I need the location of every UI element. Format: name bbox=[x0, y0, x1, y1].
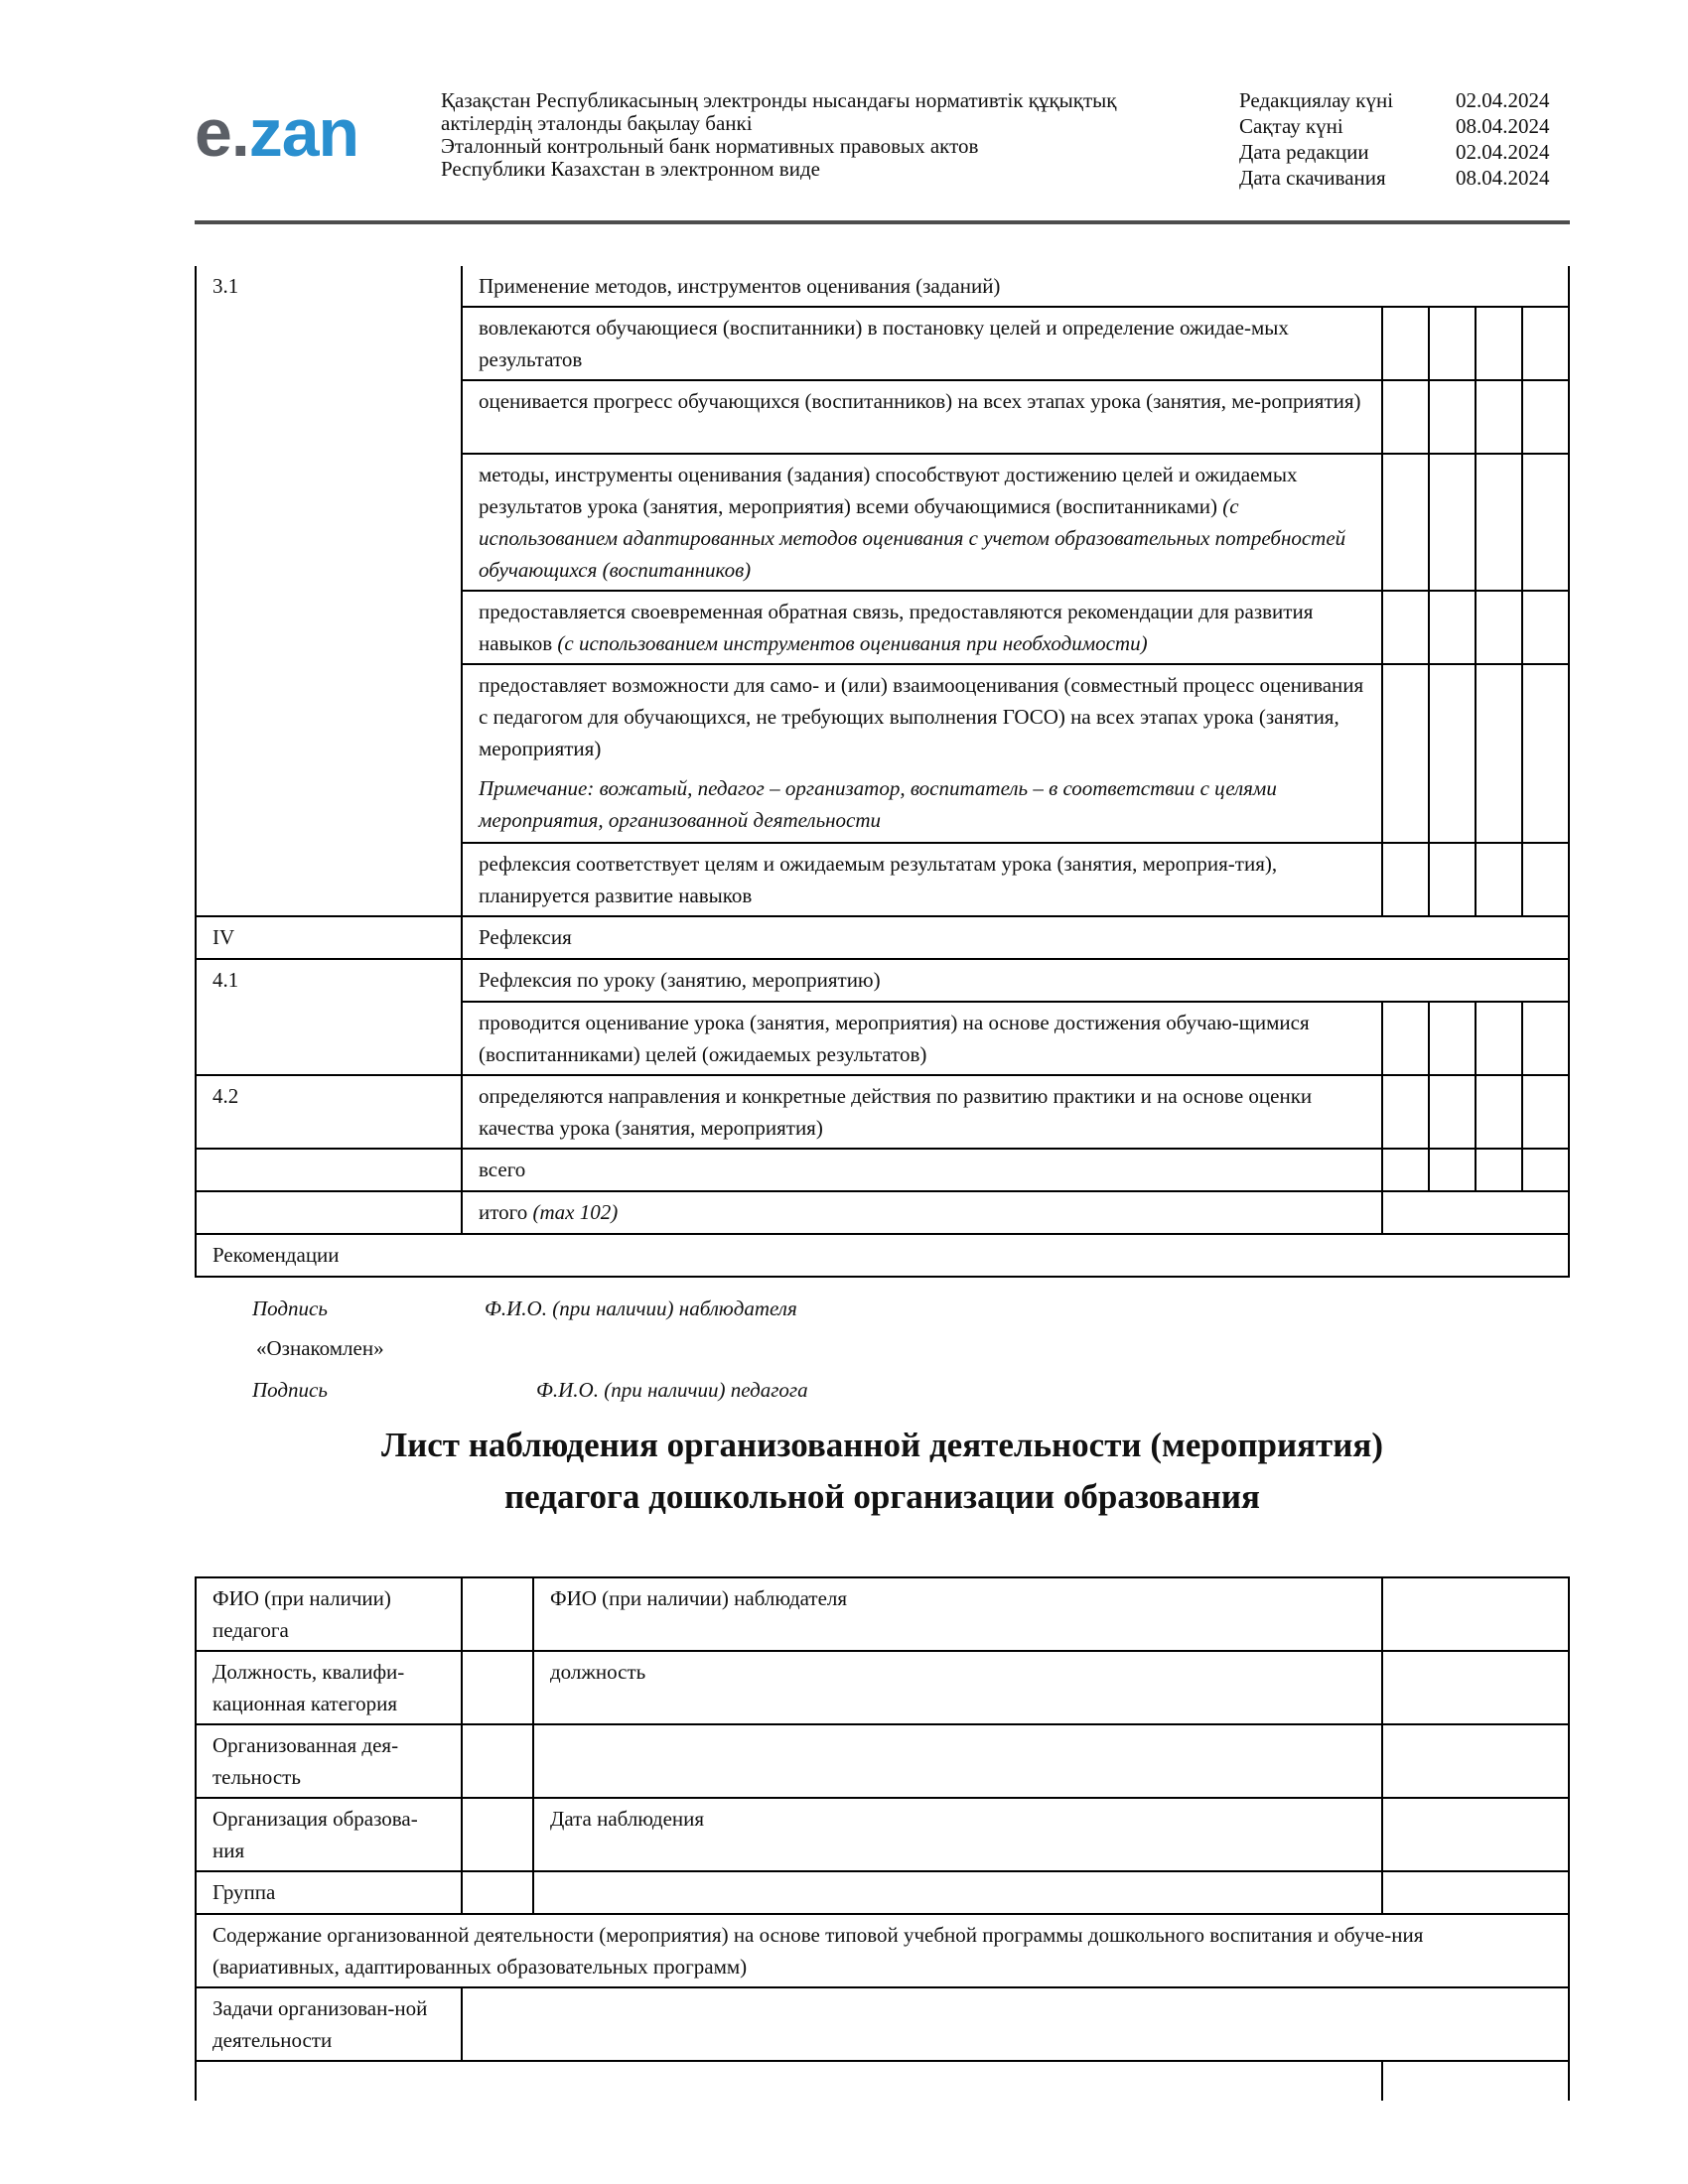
empty-cell bbox=[196, 1149, 462, 1191]
section-number: 4.1 bbox=[196, 959, 462, 1075]
field-value-cell[interactable] bbox=[196, 2061, 1382, 2101]
criterion-italic: (с использованием инструментов оценивания при необходимости) bbox=[557, 631, 1148, 655]
evaluation-table bbox=[195, 266, 1570, 1278]
field-value-cell[interactable] bbox=[1382, 1871, 1569, 1914]
criterion-plain: предоставляет возможности для само- и (или) взаимооценивания (совместный процесс оценивания с педагогом для обучающихся, не требующих выполнения ГОСО) на всех этапах урока (занятия, мероприятия) bbox=[479, 673, 1364, 760]
meta-label: Дата скачивания bbox=[1239, 166, 1386, 190]
score-cell[interactable] bbox=[1429, 843, 1476, 916]
score-cell[interactable] bbox=[1382, 380, 1429, 454]
score-cell[interactable] bbox=[1522, 307, 1569, 380]
field-label: Организованная дея-тельность bbox=[196, 1724, 462, 1798]
grand-total-label bbox=[462, 1191, 1382, 1234]
field-label: ФИО (при наличии) педагога bbox=[196, 1577, 462, 1651]
section-number: IV bbox=[196, 916, 462, 959]
field-value-cell[interactable] bbox=[1382, 1724, 1569, 1798]
section-number: 4.2 bbox=[196, 1075, 462, 1149]
teacher-name-label: Ф.И.О. (при наличии) педагога bbox=[536, 1378, 808, 1402]
score-total-cell[interactable] bbox=[1476, 1149, 1522, 1191]
score-cell[interactable] bbox=[1382, 843, 1429, 916]
field-value-cell[interactable] bbox=[462, 1724, 533, 1798]
meta-label: Сақтау күні bbox=[1239, 114, 1343, 138]
field-value-cell[interactable] bbox=[1382, 1798, 1569, 1871]
score-cell[interactable] bbox=[1476, 380, 1522, 454]
meta-value: 08.04.2024 bbox=[1456, 114, 1550, 138]
score-cell[interactable] bbox=[1382, 1002, 1429, 1075]
field-label: Задачи организован-ной деятельности bbox=[196, 1987, 462, 2061]
field-label: Должность, квалифи-кационная категория bbox=[196, 1651, 462, 1724]
score-cell[interactable] bbox=[1429, 1002, 1476, 1075]
score-total-cell[interactable] bbox=[1522, 1149, 1569, 1191]
org-line: Республики Казахстан в электронном виде bbox=[441, 157, 820, 181]
score-cell[interactable] bbox=[1522, 380, 1569, 454]
header-divider bbox=[195, 220, 1570, 224]
field-label: Организация образова-ния bbox=[196, 1798, 462, 1871]
observer-name-label: Ф.И.О. (при наличии) наблюдателя bbox=[485, 1297, 797, 1320]
score-cell[interactable] bbox=[1382, 307, 1429, 380]
org-line: актілердің эталонды бақылау банкі bbox=[441, 111, 753, 135]
sheet-title-line1: Лист наблюдения организованной деятельности (мероприятия) bbox=[380, 1426, 1384, 1464]
score-cell[interactable] bbox=[1429, 591, 1476, 664]
empty-cell bbox=[196, 1191, 462, 1234]
grand-total-text: итого bbox=[479, 1200, 528, 1224]
score-cell[interactable] bbox=[1429, 380, 1476, 454]
score-cell[interactable] bbox=[1429, 1075, 1476, 1149]
field-value-cell[interactable] bbox=[462, 1577, 533, 1651]
criterion-text bbox=[462, 664, 1382, 843]
meta-label: Дата редакции bbox=[1239, 140, 1369, 164]
field-value-cell[interactable] bbox=[1382, 1651, 1569, 1724]
acknowledged-label: «Ознакомлен» bbox=[256, 1336, 384, 1360]
field-label: должность bbox=[533, 1651, 1382, 1724]
score-cell[interactable] bbox=[1476, 307, 1522, 380]
header-org-text bbox=[441, 89, 1116, 181]
score-cell[interactable] bbox=[1382, 664, 1429, 843]
grand-total-cell[interactable] bbox=[1382, 1191, 1569, 1234]
field-value-cell[interactable] bbox=[533, 1871, 1382, 1914]
score-cell[interactable] bbox=[1522, 843, 1569, 916]
score-total-cell[interactable] bbox=[1429, 1149, 1476, 1191]
field-value-cell[interactable] bbox=[533, 1724, 1382, 1798]
score-cell[interactable] bbox=[1382, 591, 1429, 664]
criterion-italic: (с использованием адаптированных методов оценивания с учетом образовательных потребностей обучающихся (воспитанников) bbox=[479, 494, 1346, 582]
signature-label: Подпись bbox=[252, 1378, 328, 1402]
meta-value: 02.04.2024 bbox=[1456, 88, 1550, 112]
signature-label: Подпись bbox=[252, 1297, 328, 1320]
field-value-cell[interactable] bbox=[1382, 2061, 1569, 2101]
sheet-title-line2: педагога дошкольной организации образования bbox=[504, 1477, 1260, 1516]
field-value-cell[interactable] bbox=[462, 1651, 533, 1724]
field-value-cell[interactable] bbox=[462, 1798, 533, 1871]
meta-label: Редакциялау күні bbox=[1239, 88, 1394, 112]
score-cell[interactable] bbox=[1476, 843, 1522, 916]
section-title: Применение методов, инструментов оценивания (заданий) bbox=[462, 266, 1569, 307]
header-dates bbox=[1239, 87, 1550, 191]
field-value-cell[interactable] bbox=[1382, 1577, 1569, 1651]
score-cell[interactable] bbox=[1429, 454, 1476, 591]
criterion-text: оценивается прогресс обучающихся (воспитанников) на всех этапах урока (занятия, ме-роприятия) bbox=[462, 380, 1382, 454]
criterion-text: определяются направления и конкретные действия по развитию практики и на основе оценки качества урока (занятия, мероприятия) bbox=[462, 1075, 1382, 1149]
recommendations-label: Рекомендации bbox=[196, 1234, 1569, 1277]
field-value-cell[interactable] bbox=[462, 1987, 1569, 2061]
score-cell[interactable] bbox=[1476, 1002, 1522, 1075]
total-label: всего bbox=[462, 1149, 1382, 1191]
content-label: Содержание организованной деятельности (мероприятия) на основе типовой учебной программы дошкольного воспитания и обуче-ния (вариативных, адаптированных образовательных программ) bbox=[196, 1914, 1569, 1987]
criterion-plain: методы, инструменты оценивания (задания) способствуют достижению целей и ожидаемых результатов урока (занятия, мероприятия) всеми обучающимися (воспитанниками) bbox=[479, 463, 1298, 518]
criterion-plain: предоставляется своевременная обратная связь, предоставляются рекомендации для развития навыков bbox=[479, 600, 1314, 655]
score-cell[interactable] bbox=[1522, 591, 1569, 664]
section-number: 3.1 bbox=[196, 266, 462, 916]
criterion-note: Примечание: вожатый, педагог – организатор, воспитатель – в соответствии с целями мероприятия, организованной деятельности bbox=[479, 776, 1277, 832]
score-cell[interactable] bbox=[1476, 454, 1522, 591]
grand-total-max: (max 102) bbox=[532, 1200, 619, 1224]
ezan-logo: e.zan bbox=[195, 95, 359, 171]
field-label: Группа bbox=[196, 1871, 462, 1914]
criterion-text bbox=[462, 591, 1382, 664]
score-cell[interactable] bbox=[1522, 664, 1569, 843]
score-cell[interactable] bbox=[1382, 1075, 1429, 1149]
criterion-text: проводится оценивание урока (занятия, мероприятия) на основе достижения обучаю-щимися (воспитанниками) целей (ожидаемых результатов) bbox=[462, 1002, 1382, 1075]
meta-value: 02.04.2024 bbox=[1456, 140, 1550, 164]
criterion-text bbox=[462, 454, 1382, 591]
field-value-cell[interactable] bbox=[462, 1871, 533, 1914]
org-line: Қазақстан Республикасының электронды нысандағы нормативтік құқықтық bbox=[441, 88, 1117, 112]
score-cell[interactable] bbox=[1522, 1002, 1569, 1075]
criterion-text: рефлексия соответствует целям и ожидаемым результатам урока (занятия, мероприя-тия), планируется развитие навыков bbox=[462, 843, 1382, 916]
meta-value: 08.04.2024 bbox=[1456, 166, 1550, 190]
observation-form-table bbox=[195, 1576, 1570, 2101]
score-cell[interactable] bbox=[1476, 1075, 1522, 1149]
score-cell[interactable] bbox=[1429, 664, 1476, 843]
score-total-cell[interactable] bbox=[1382, 1149, 1429, 1191]
section-title: Рефлексия по уроку (занятию, мероприятию) bbox=[462, 959, 1569, 1002]
section-title: Рефлексия bbox=[462, 916, 1569, 959]
score-cell[interactable] bbox=[1522, 1075, 1569, 1149]
score-cell[interactable] bbox=[1429, 307, 1476, 380]
org-line: Эталонный контрольный банк нормативных правовых актов bbox=[441, 134, 979, 158]
score-cell[interactable] bbox=[1476, 664, 1522, 843]
field-label: Дата наблюдения bbox=[533, 1798, 1382, 1871]
score-cell[interactable] bbox=[1522, 454, 1569, 591]
criterion-text: вовлекаются обучающиеся (воспитанники) в постановку целей и определение ожидае-мых результатов bbox=[462, 307, 1382, 380]
score-cell[interactable] bbox=[1476, 591, 1522, 664]
score-cell[interactable] bbox=[1382, 454, 1429, 591]
field-label: ФИО (при наличии) наблюдателя bbox=[533, 1577, 1382, 1651]
